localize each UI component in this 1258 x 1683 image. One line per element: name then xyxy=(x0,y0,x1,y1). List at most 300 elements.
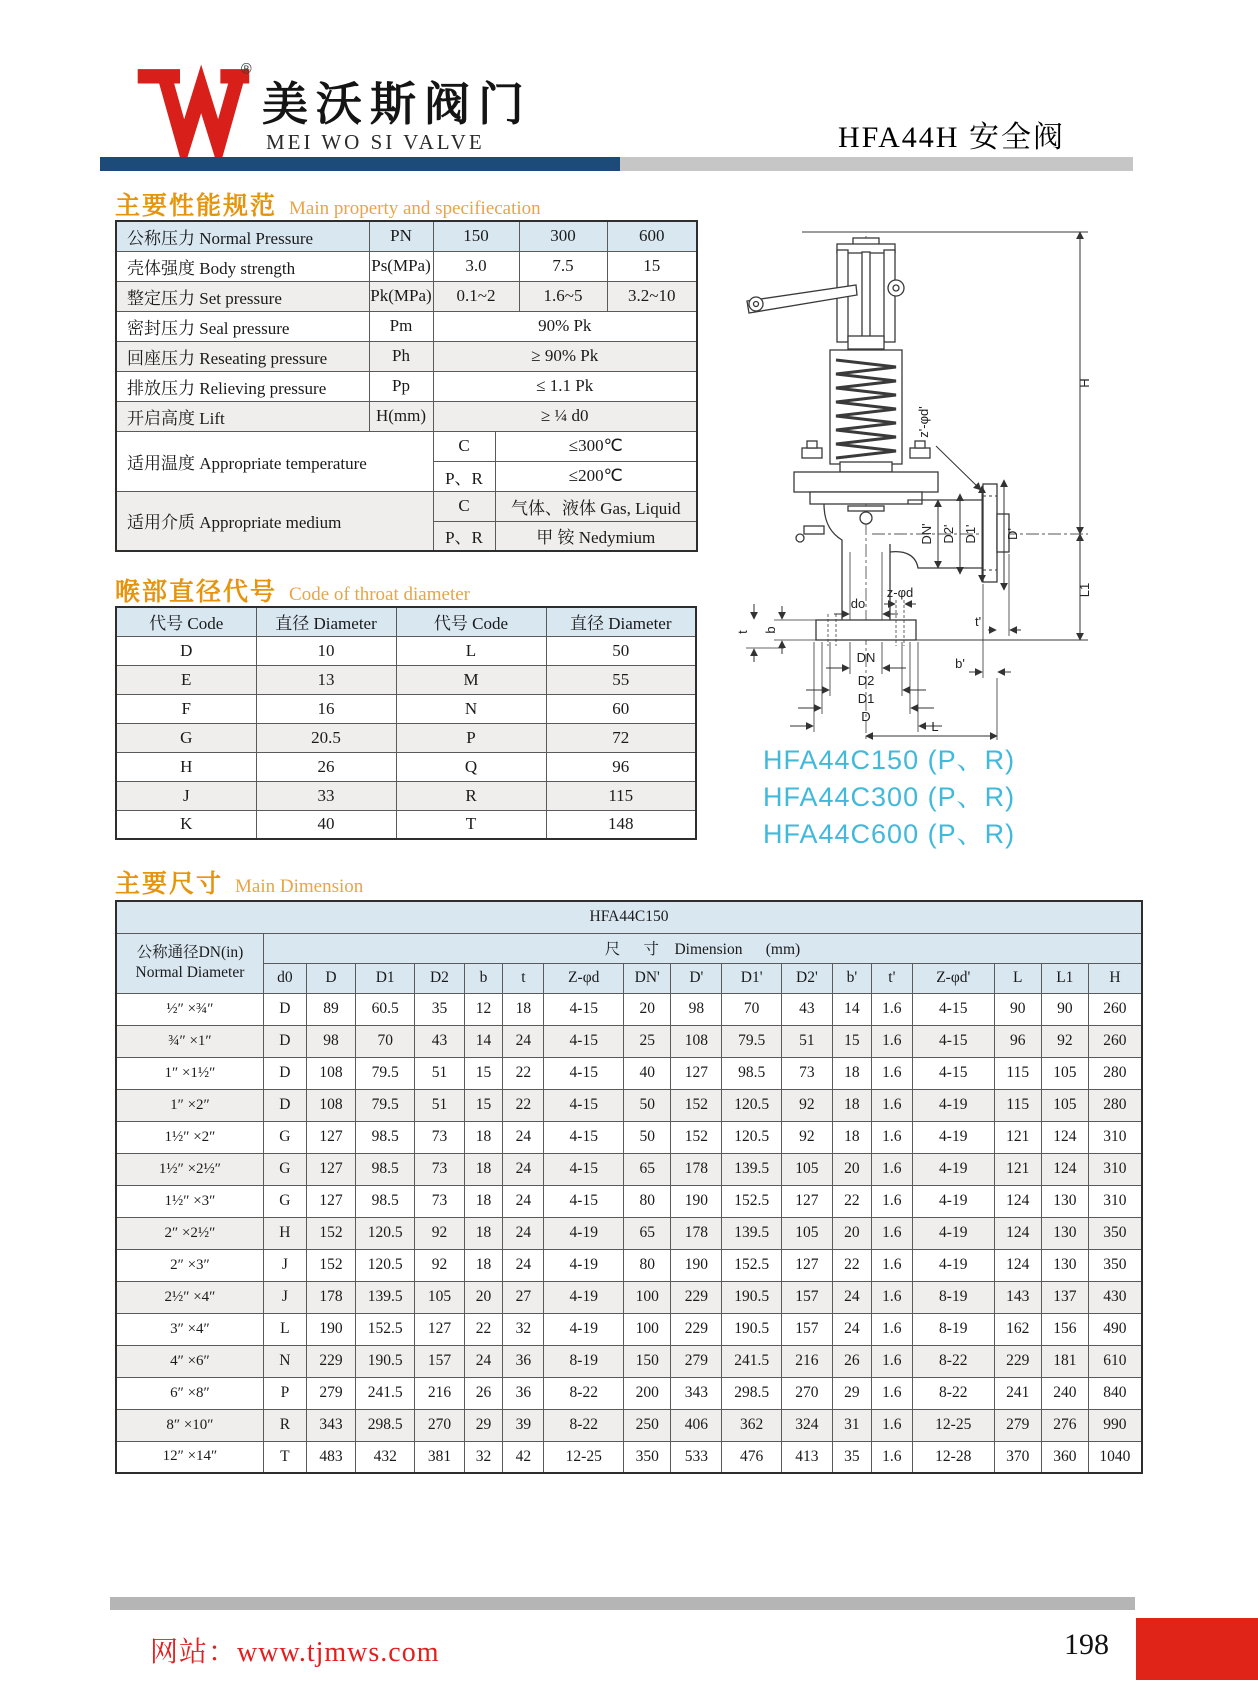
cell: 381 xyxy=(415,1441,464,1473)
cell: 152.5 xyxy=(722,1249,781,1281)
cell: 98.5 xyxy=(356,1153,415,1185)
header-bar-blue xyxy=(100,157,620,171)
cell: 229 xyxy=(306,1345,355,1377)
cell: 35 xyxy=(415,993,464,1025)
cell: 4-15 xyxy=(544,1185,624,1217)
cell: 18 xyxy=(832,1089,871,1121)
model-item: HFA44C600 (P、R) xyxy=(763,819,1016,849)
cell: 96 xyxy=(546,752,696,781)
dim-label-D-out: D' xyxy=(1005,528,1020,540)
dim-label-z-phid: z-φd xyxy=(886,585,914,600)
column-header: 代号 Code xyxy=(396,607,546,636)
cell: 137 xyxy=(1041,1281,1088,1313)
cell: 190.5 xyxy=(722,1313,781,1345)
cell: 3.2~10 xyxy=(607,281,697,311)
column-header: 代号 Code xyxy=(116,607,256,636)
cell: 990 xyxy=(1088,1409,1142,1441)
size-cell: ¾″ ×1″ xyxy=(116,1025,263,1057)
cell: 152 xyxy=(671,1089,722,1121)
cell: 181 xyxy=(1041,1345,1088,1377)
cell: G xyxy=(116,723,256,752)
cell: 70 xyxy=(356,1025,415,1057)
dim-row xyxy=(116,1377,1142,1409)
cell: 139.5 xyxy=(722,1153,781,1185)
cell: 150 xyxy=(624,1345,671,1377)
cell: 476 xyxy=(722,1441,781,1473)
cell: 50 xyxy=(624,1089,671,1121)
header-bar-gray xyxy=(620,157,1133,171)
cell: 324 xyxy=(781,1409,832,1441)
cell: 120.5 xyxy=(722,1089,781,1121)
row-header-cn: 公称通径DN(in) xyxy=(136,944,244,961)
throat-header-row xyxy=(116,607,696,636)
cell: 65 xyxy=(624,1153,671,1185)
cell: 92 xyxy=(781,1089,832,1121)
cell: 98.5 xyxy=(722,1057,781,1089)
cell: 1.6 xyxy=(871,1409,912,1441)
cell: 120.5 xyxy=(722,1121,781,1153)
cell: 124 xyxy=(994,1185,1041,1217)
cell: 190.5 xyxy=(722,1281,781,1313)
cell: 270 xyxy=(781,1377,832,1409)
cell: 108 xyxy=(306,1057,355,1089)
cell: 279 xyxy=(306,1377,355,1409)
cell: 610 xyxy=(1088,1345,1142,1377)
dim-row xyxy=(116,1057,1142,1089)
cell: 10 xyxy=(256,636,396,665)
dim-row xyxy=(116,1121,1142,1153)
cell: 298.5 xyxy=(722,1377,781,1409)
cell: 157 xyxy=(415,1345,464,1377)
cell: 280 xyxy=(1088,1057,1142,1089)
cell: 115 xyxy=(994,1089,1041,1121)
param: P、R xyxy=(433,461,495,491)
cell: 241.5 xyxy=(722,1345,781,1377)
valve-diagram xyxy=(690,200,1110,745)
cell: 1.6 xyxy=(871,1089,912,1121)
row-label: 开启高度 Lift xyxy=(116,401,369,431)
cell: L xyxy=(263,1313,306,1345)
cell: 310 xyxy=(1088,1153,1142,1185)
cell: 22 xyxy=(832,1249,871,1281)
cell: 229 xyxy=(994,1345,1041,1377)
perf-row xyxy=(116,251,697,281)
dim-label-b2: b' xyxy=(955,656,965,671)
cell: 190.5 xyxy=(356,1345,415,1377)
cell: D xyxy=(116,636,256,665)
cell: H xyxy=(116,752,256,781)
section-title-en: Main property and specifiecation xyxy=(289,198,541,219)
param: Ps(MPa) xyxy=(369,251,433,281)
main-dimension-table xyxy=(115,900,1143,1474)
cell: 4-19 xyxy=(544,1281,624,1313)
cell: K xyxy=(116,810,256,839)
cell: 90 xyxy=(1041,993,1088,1025)
cell: 33 xyxy=(256,781,396,810)
param: C xyxy=(433,431,495,461)
cell: 1.6 xyxy=(871,1249,912,1281)
cell: 20.5 xyxy=(256,723,396,752)
cell: 18 xyxy=(464,1217,503,1249)
column-header: H xyxy=(1088,963,1142,993)
size-cell: 2″ ×3″ xyxy=(116,1249,263,1281)
cell: 216 xyxy=(415,1377,464,1409)
cell: 406 xyxy=(671,1409,722,1441)
cell: 124 xyxy=(1041,1153,1088,1185)
row-label: 回座压力 Reseating pressure xyxy=(116,341,369,371)
cell: 4-15 xyxy=(912,1057,994,1089)
perf-row xyxy=(116,371,697,401)
cell: 1.6 xyxy=(871,993,912,1025)
cell: F xyxy=(116,694,256,723)
dim-label-D: D xyxy=(861,709,871,724)
cell: 气体、液体 Gas, Liquid xyxy=(495,491,697,521)
dim-row xyxy=(116,1249,1142,1281)
cell: 24 xyxy=(503,1153,544,1185)
website-link[interactable]: 网站：www.tjmws.com xyxy=(150,1637,440,1668)
section-title-throat xyxy=(115,572,470,608)
cell: 50 xyxy=(624,1121,671,1153)
cell: 150 xyxy=(433,221,519,251)
cell: 533 xyxy=(671,1441,722,1473)
cell: R xyxy=(396,781,546,810)
cell: 1.6 xyxy=(871,1377,912,1409)
cell: 12-28 xyxy=(912,1441,994,1473)
cell: 18 xyxy=(464,1249,503,1281)
cell: 15 xyxy=(607,251,697,281)
column-header: b xyxy=(464,963,503,993)
cell: 152.5 xyxy=(722,1185,781,1217)
cell: 115 xyxy=(546,781,696,810)
cell: 1.6 xyxy=(871,1217,912,1249)
cell: 18 xyxy=(832,1057,871,1089)
cell: 130 xyxy=(1041,1249,1088,1281)
cell: 490 xyxy=(1088,1313,1142,1345)
perf-row xyxy=(116,311,697,341)
model-list xyxy=(763,742,1015,853)
cell: 98.5 xyxy=(356,1185,415,1217)
dim-label-t2: t' xyxy=(974,614,982,629)
dim-row xyxy=(116,1185,1142,1217)
cell: 127 xyxy=(781,1185,832,1217)
cell: R xyxy=(263,1409,306,1441)
cell: 35 xyxy=(832,1441,871,1473)
cell: 124 xyxy=(994,1217,1041,1249)
cell: J xyxy=(116,781,256,810)
size-cell: 1½″ ×3″ xyxy=(116,1185,263,1217)
cell: D xyxy=(263,993,306,1025)
cell: 60.5 xyxy=(356,993,415,1025)
cell: 241 xyxy=(994,1377,1041,1409)
section-title-cn: 主要尺寸 xyxy=(115,870,224,898)
cell: 24 xyxy=(503,1121,544,1153)
cell: 24 xyxy=(503,1025,544,1057)
cell: T xyxy=(263,1441,306,1473)
column-header: D xyxy=(306,963,355,993)
cell: 120.5 xyxy=(356,1217,415,1249)
cell: 1.6 xyxy=(871,1121,912,1153)
cell: 92 xyxy=(1041,1025,1088,1057)
size-cell: 1″ ×1½″ xyxy=(116,1057,263,1089)
column-header: L1 xyxy=(1041,963,1088,993)
cell: 90% Pk xyxy=(433,311,697,341)
cell: 1040 xyxy=(1088,1441,1142,1473)
cell: 20 xyxy=(464,1281,503,1313)
cell: 16 xyxy=(256,694,396,723)
cell: Q xyxy=(396,752,546,781)
section-title-performance xyxy=(115,186,541,222)
footer-bar xyxy=(110,1597,1135,1610)
param: Pk(MPa) xyxy=(369,281,433,311)
cell: 229 xyxy=(671,1281,722,1313)
cell: J xyxy=(263,1249,306,1281)
cell: 92 xyxy=(415,1249,464,1281)
cell: 124 xyxy=(1041,1121,1088,1153)
column-header: Z-φd' xyxy=(912,963,994,993)
registered-mark: ® xyxy=(241,61,252,78)
brand-logo xyxy=(130,60,255,160)
cell: 18 xyxy=(503,993,544,1025)
perf-row xyxy=(116,491,697,521)
cell: 1.6 xyxy=(871,1057,912,1089)
cell: 260 xyxy=(1088,993,1142,1025)
dim-label-z-phid-out: z'-φd' xyxy=(916,406,931,438)
cell: 4-19 xyxy=(912,1089,994,1121)
cell: 24 xyxy=(464,1345,503,1377)
cell: 190 xyxy=(306,1313,355,1345)
size-cell: 1½″ ×2″ xyxy=(116,1121,263,1153)
cell: 3.0 xyxy=(433,251,519,281)
column-header: L xyxy=(994,963,1041,993)
cell: 4-19 xyxy=(912,1153,994,1185)
cell: 31 xyxy=(832,1409,871,1441)
size-cell: 2½″ ×4″ xyxy=(116,1281,263,1313)
cell: 72 xyxy=(546,723,696,752)
dim-row xyxy=(116,1441,1142,1473)
section-title-cn: 主要性能规范 xyxy=(115,192,278,220)
cell: 229 xyxy=(671,1313,722,1345)
column-header: 直径 Diameter xyxy=(546,607,696,636)
cell: 127 xyxy=(306,1153,355,1185)
cell: 105 xyxy=(415,1281,464,1313)
cell: 65 xyxy=(624,1217,671,1249)
section-title-cn: 喉部直径代号 xyxy=(115,578,278,606)
cell: 29 xyxy=(832,1377,871,1409)
dim-label-t: t xyxy=(735,630,750,634)
cell: D xyxy=(263,1089,306,1121)
cell: 4-15 xyxy=(912,993,994,1025)
cell: 1.6 xyxy=(871,1313,912,1345)
cell: 279 xyxy=(671,1345,722,1377)
cell: 4-15 xyxy=(544,1121,624,1153)
throat-row xyxy=(116,665,696,694)
cell: 18 xyxy=(464,1153,503,1185)
cell: 121 xyxy=(994,1121,1041,1153)
cell: 79.5 xyxy=(356,1057,415,1089)
cell: ≤200℃ xyxy=(495,461,697,491)
row-label: 壳体强度 Body strength xyxy=(116,251,369,281)
cell: 370 xyxy=(994,1441,1041,1473)
cell: G xyxy=(263,1121,306,1153)
w-logo-icon xyxy=(130,60,255,160)
cell: G xyxy=(263,1153,306,1185)
cell: 1.6 xyxy=(871,1281,912,1313)
size-cell: 1½″ ×2½″ xyxy=(116,1153,263,1185)
cell: 200 xyxy=(624,1377,671,1409)
dim-label-D2: D2 xyxy=(857,673,875,688)
cell: 190 xyxy=(671,1185,722,1217)
dim-label-D2-out: D2' xyxy=(941,524,956,544)
cell: N xyxy=(396,694,546,723)
param: P、R xyxy=(433,521,495,551)
cell: 350 xyxy=(1088,1217,1142,1249)
cell: 350 xyxy=(1088,1249,1142,1281)
perf-row xyxy=(116,431,697,461)
cell: 4-15 xyxy=(544,1025,624,1057)
row-label: 适用温度 Appropriate temperature xyxy=(116,431,433,491)
cell: 39 xyxy=(503,1409,544,1441)
row-label: 整定压力 Set pressure xyxy=(116,281,369,311)
cell: 4-19 xyxy=(544,1249,624,1281)
cell: 20 xyxy=(832,1153,871,1185)
cell: 40 xyxy=(624,1057,671,1089)
cell: 4-15 xyxy=(912,1025,994,1057)
cell: 152 xyxy=(306,1217,355,1249)
cell: 24 xyxy=(832,1313,871,1345)
cell: 600 xyxy=(607,221,697,251)
column-header: D' xyxy=(671,963,722,993)
column-header: D1' xyxy=(722,963,781,993)
column-header: D2 xyxy=(415,963,464,993)
cell: 8-22 xyxy=(912,1345,994,1377)
param: H(mm) xyxy=(369,401,433,431)
row-header-cell xyxy=(116,933,263,993)
cell: G xyxy=(263,1185,306,1217)
cell: 20 xyxy=(624,993,671,1025)
cell: 4-19 xyxy=(912,1121,994,1153)
size-cell: 6″ ×8″ xyxy=(116,1377,263,1409)
throat-row xyxy=(116,723,696,752)
cell: 13 xyxy=(256,665,396,694)
cell: 279 xyxy=(994,1409,1041,1441)
size-cell: 8″ ×10″ xyxy=(116,1409,263,1441)
cell: 1.6 xyxy=(871,1441,912,1473)
cell: 4-19 xyxy=(912,1249,994,1281)
cell: 1.6 xyxy=(871,1345,912,1377)
cell: D xyxy=(263,1057,306,1089)
param: Ph xyxy=(369,341,433,371)
cell: 27 xyxy=(503,1281,544,1313)
cell: 362 xyxy=(722,1409,781,1441)
row-label: 公称压力 Normal Pressure xyxy=(116,221,369,251)
cell: 15 xyxy=(464,1089,503,1121)
cell: ≤300℃ xyxy=(495,431,697,461)
cell: 43 xyxy=(415,1025,464,1057)
cell: 240 xyxy=(1041,1377,1088,1409)
size-cell: 1″ ×2″ xyxy=(116,1089,263,1121)
dim-row xyxy=(116,1153,1142,1185)
cell: 25 xyxy=(624,1025,671,1057)
dim-row xyxy=(116,993,1142,1025)
cell: 50 xyxy=(546,636,696,665)
cell: 15 xyxy=(464,1057,503,1089)
cell: 343 xyxy=(306,1409,355,1441)
column-header: D1 xyxy=(356,963,415,993)
perf-row xyxy=(116,401,697,431)
cell: 8-19 xyxy=(544,1345,624,1377)
brand-name-en: MEI WO SI VALVE xyxy=(266,130,485,154)
cell: 8-19 xyxy=(912,1313,994,1345)
cell: 121 xyxy=(994,1153,1041,1185)
cell: 80 xyxy=(624,1249,671,1281)
cell: 280 xyxy=(1088,1089,1142,1121)
cell: 4-19 xyxy=(544,1217,624,1249)
dim-label-DN: DN xyxy=(856,650,876,665)
size-cell: 4″ ×6″ xyxy=(116,1345,263,1377)
cell: 73 xyxy=(415,1121,464,1153)
cell: 73 xyxy=(415,1185,464,1217)
cell: ≥ 90% Pk xyxy=(433,341,697,371)
cell: 55 xyxy=(546,665,696,694)
cell: 14 xyxy=(464,1025,503,1057)
cell: 178 xyxy=(306,1281,355,1313)
cell: 298.5 xyxy=(356,1409,415,1441)
cell: 18 xyxy=(832,1121,871,1153)
page-number: 198 xyxy=(1064,1628,1109,1661)
page-title: HFA44H 安全阀 xyxy=(838,121,1065,154)
cell: 80 xyxy=(624,1185,671,1217)
cell: 105 xyxy=(1041,1089,1088,1121)
cell: 26 xyxy=(832,1345,871,1377)
throat-row xyxy=(116,636,696,665)
cell: 100 xyxy=(624,1313,671,1345)
cell: 343 xyxy=(671,1377,722,1409)
dim-label-L1: L1 xyxy=(1077,582,1092,598)
cell: 152 xyxy=(306,1249,355,1281)
cell: 108 xyxy=(671,1025,722,1057)
cell: 260 xyxy=(1088,1025,1142,1057)
cell: 105 xyxy=(781,1153,832,1185)
cell: 840 xyxy=(1088,1377,1142,1409)
row-label: 排放压力 Relieving pressure xyxy=(116,371,369,401)
section-title-dimension xyxy=(115,864,363,900)
size-cell: ½″ ×¾″ xyxy=(116,993,263,1025)
cell: M xyxy=(396,665,546,694)
cell: 310 xyxy=(1088,1185,1142,1217)
cell: 157 xyxy=(781,1281,832,1313)
cell: 127 xyxy=(671,1057,722,1089)
cell: 4-19 xyxy=(912,1185,994,1217)
cell: 105 xyxy=(1041,1057,1088,1089)
cell: 152 xyxy=(671,1121,722,1153)
cell: 276 xyxy=(1041,1409,1088,1441)
throat-row xyxy=(116,752,696,781)
cell: 79.5 xyxy=(356,1089,415,1121)
cell: 7.5 xyxy=(519,251,607,281)
cell: 139.5 xyxy=(722,1217,781,1249)
cell: 98 xyxy=(671,993,722,1025)
cell: 92 xyxy=(415,1217,464,1249)
row-header-en: Normal Diameter xyxy=(135,964,245,981)
cell: H xyxy=(263,1217,306,1249)
cell: P xyxy=(396,723,546,752)
cell: 300 xyxy=(519,221,607,251)
dim-row xyxy=(116,1345,1142,1377)
column-header: t' xyxy=(871,963,912,993)
model-item: HFA44C150 (P、R) xyxy=(763,745,1016,775)
dim-label-D1: D1 xyxy=(857,691,875,706)
perf-row xyxy=(116,221,697,251)
